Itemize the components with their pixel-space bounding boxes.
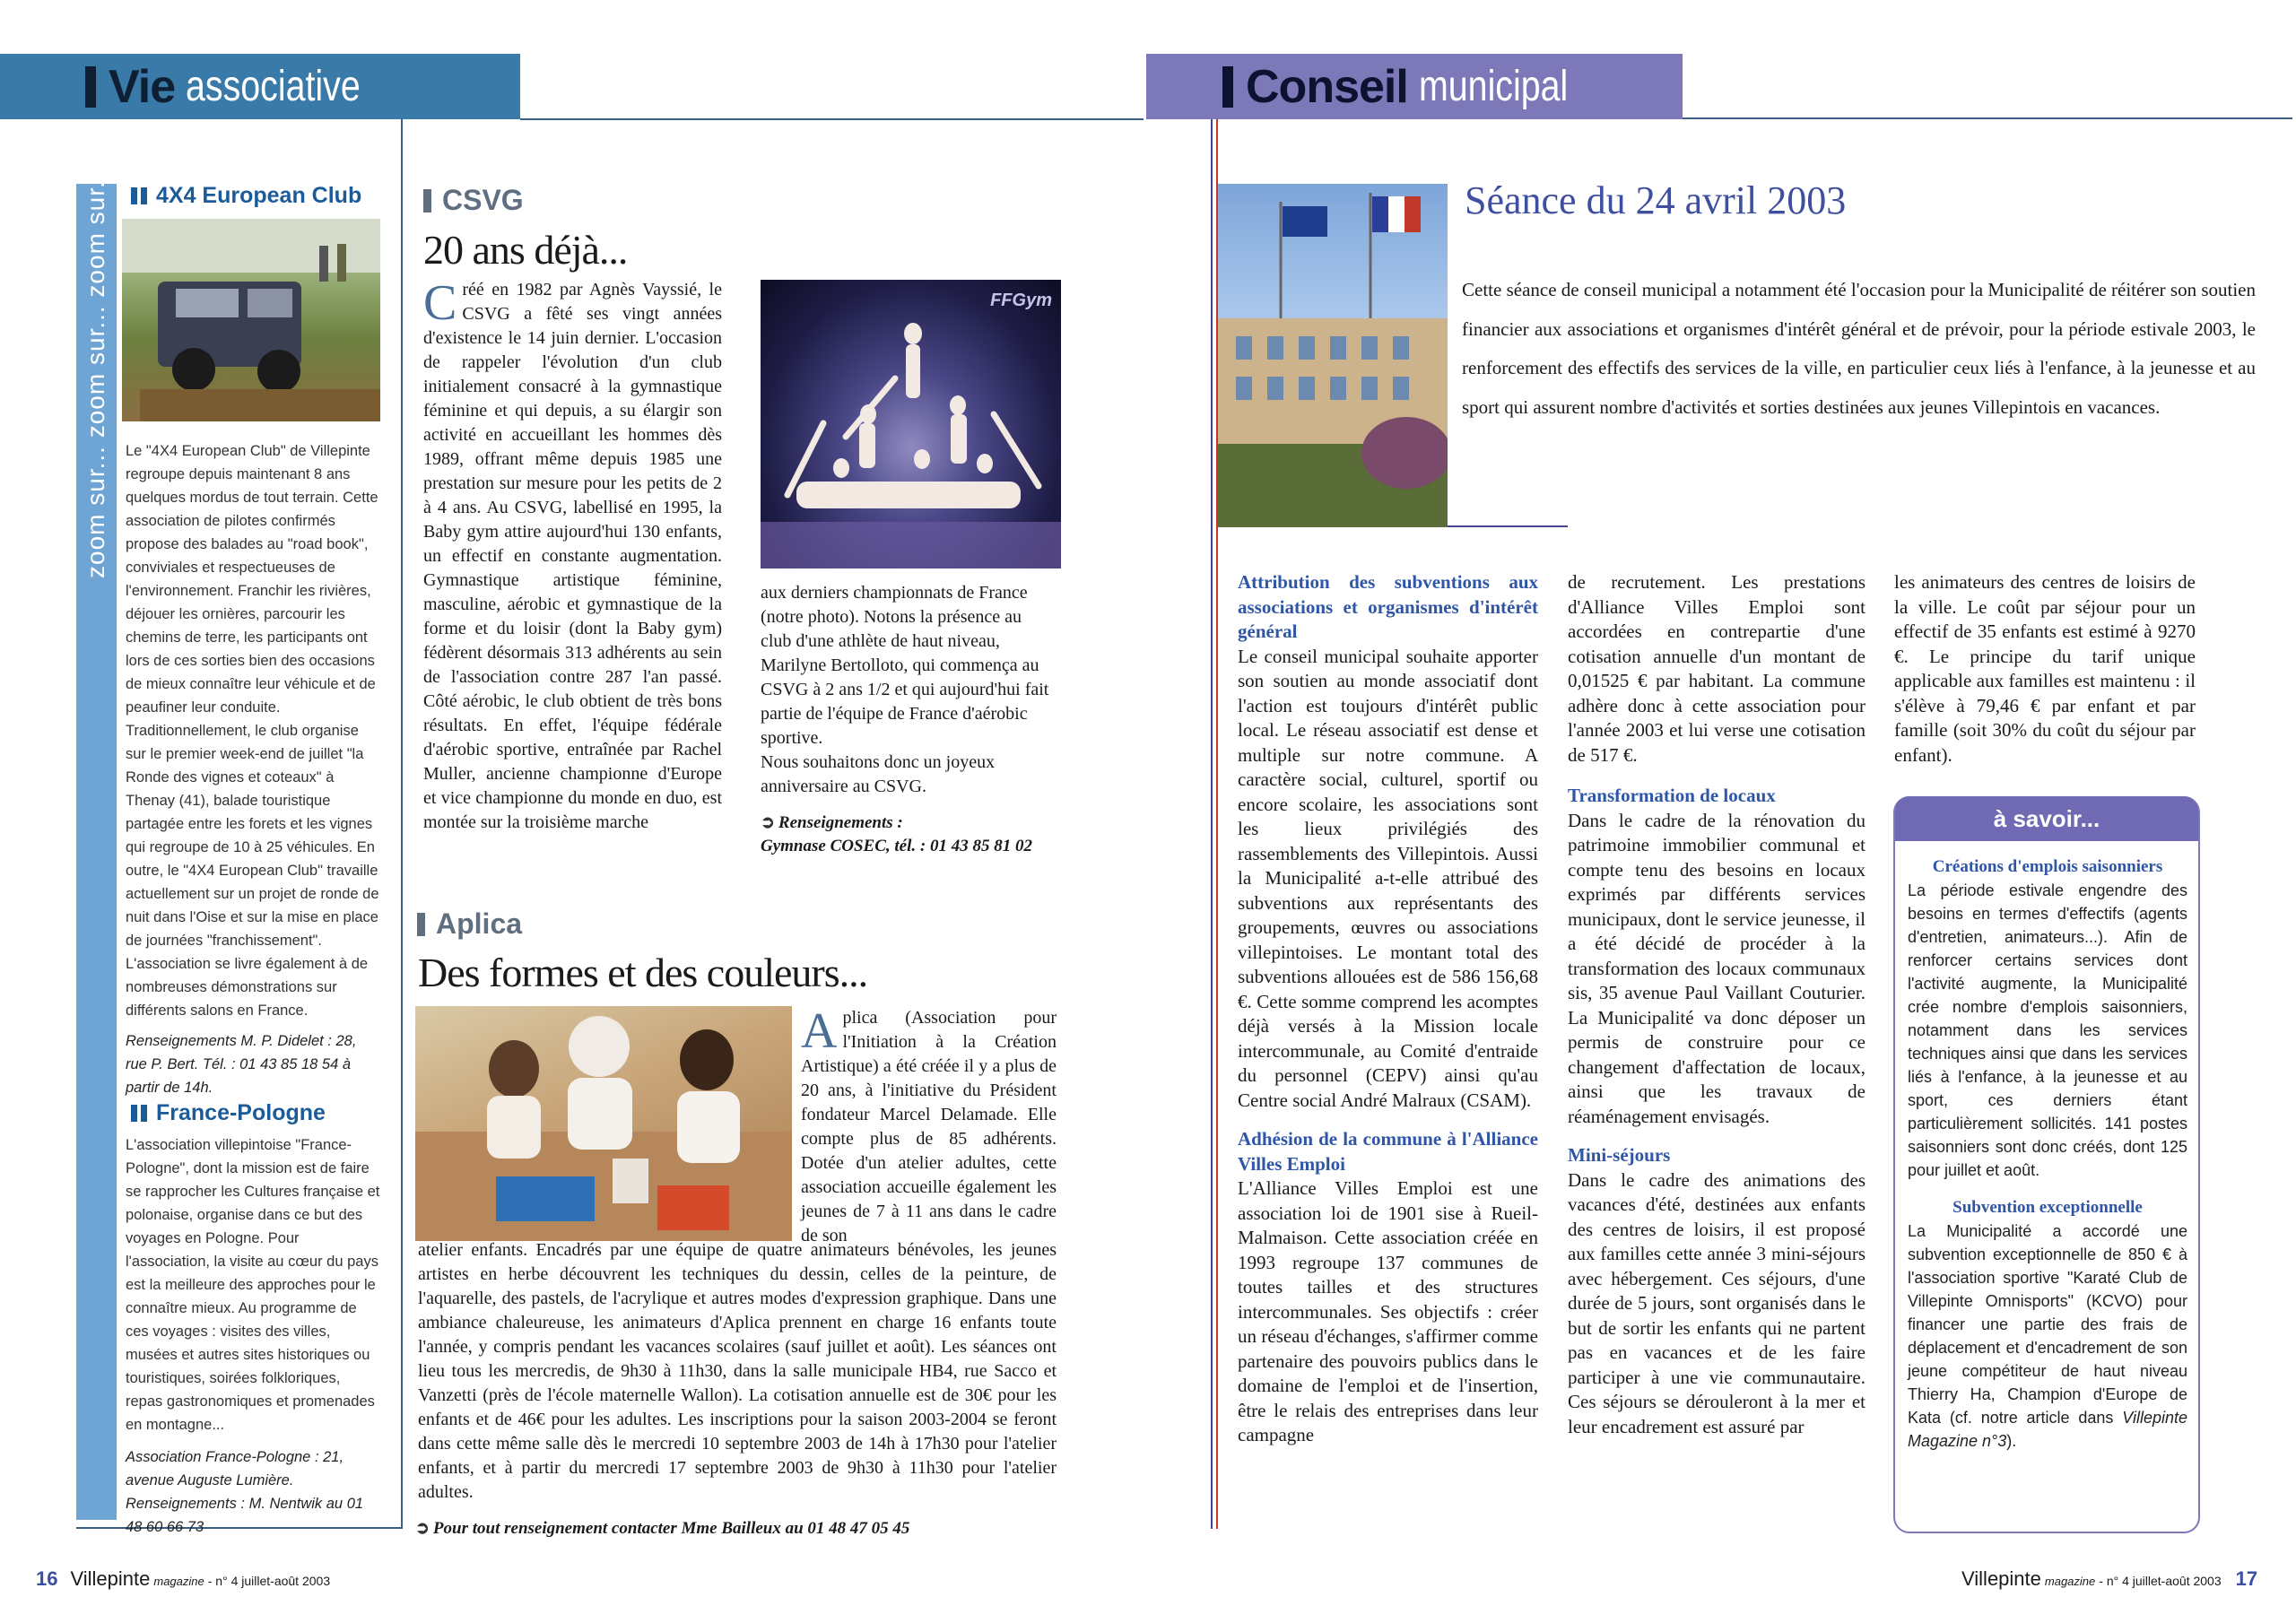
seasonal-jobs-heading: Créations d'emplois saisonniers	[1932, 857, 2163, 876]
magazine-label: magazine	[153, 1575, 204, 1588]
council-col-1	[1238, 570, 1538, 1448]
seasonal-jobs-text: La période estivale engendre des besoins en termes d'effectifs (agents d'entretien, animateurs...). Afin de renforcer certains services dont l'activité augmente, la Municipalité crée nombre d'emplois saisonniers, notamment dans les services techniques ainsi que dans les services liés à l'enfance, à la jeunesse et au sport, ces derniers étant particulièrement sollicités. 141 postes saisonniers sont donc créés, dont 125 pour juillet et août.	[1908, 881, 2187, 1179]
header-rule	[520, 118, 1144, 120]
council-col-2	[1568, 570, 1866, 1439]
exceptional-grant-heading: Subvention exceptionnelle	[1952, 1198, 2143, 1217]
club-info: Renseignements M. P. Didelet : 28, rue P. Bert. Tél. : 01 43 85 18 54 à partir de 14h.	[126, 1033, 357, 1096]
issue-info: - n° 4 juillet-août 2003	[2099, 1574, 2222, 1588]
banner-bar	[1222, 66, 1233, 108]
aplica-section-title: Aplica	[417, 907, 522, 941]
a-savoir-header: à savoir...	[1895, 796, 2198, 841]
magazine-label: magazine	[2044, 1575, 2096, 1588]
premises-heading: Transformation de locaux	[1568, 785, 1776, 806]
pologne-text: L'association villepintoise "France-Pologne", dont la mission est de faire se rapprocher les Cultures française et polonaise, organise dans ce but des voyages en Pologne. Pour l'association, la visite au cœur du pays est la meilleure des approches pour le connaître mieux. Au programme de ces voyages : visites des villes, musées et autres sites historiques ou touristiques, soirées folkloriques, repas gastronomiques et promenades en montagne...	[126, 1137, 380, 1433]
left-section-banner	[0, 54, 520, 119]
sidebar-divider	[401, 119, 403, 1529]
club-article	[126, 439, 381, 1099]
magazine-name: Villepinte	[70, 1567, 151, 1590]
alliance-text: L'Alliance Villes Emploi est une association loi de 1901 sise à Rueil-Malmaison. Cette association créée en 1993 regroupe 137 communes de toutes tailles et des structures intercommunales. Ses objectifs : créer un réseau d'échanges, s'affirmer comme partenaire des pouvoirs publics dans le domaine de l'emploi et de l'insertion, être le relais des entreprises dans leur campagne	[1238, 1177, 1538, 1445]
csvg-text-left: Créé en 1982 par Agnès Vayssié, le CSVG a fêté ses vingt années d'existence le 14 juin dernier. L'occasion de rappeler l'évolution d'un club initialement consacré à la gymnastique féminine et qui depuis, a su élargir son activité en accueillant les hommes dès 1989, offrant même depuis 1985 une prestation sur mesure pour les petits de 2 à 4 ans. Au CSVG, labellisé en 1995, la Baby gym attire aujourd'hui 130 enfants, un effectif en constante augmentation. Gymnastique artistique féminine, masculine, aérobic et gymnastique de la forme et du loisir (dont la Baby gym) fédèrent désormais 313 adhérents au sein de l'association contre 287 l'an passé. Côté aérobic, le club obtient de très bons résultats. En effet, l'équipe fédérale d'aérobic sportive, entraînée par Rachel Muller, ancienne championne d'Europe et vice championne du monde en duo, est montée sur la troisième marche	[423, 275, 722, 832]
aplica-contact: ➲ Pour tout renseignement contacter Mme Bailleux au 01 48 47 05 45	[415, 1519, 910, 1538]
zoom-label: zoom sur... zoom sur... zoom sur...	[82, 164, 109, 578]
banner-strong-word: Vie	[109, 60, 176, 113]
mini-stays-text: Dans le cadre des animations des vacances d'été, destinées aux enfants des centres de loisirs, il est proposé aux familles cette année 3 mini-séjours avec hébergement. Ces séjours, d'une durée de 5 jours, sont organisés dans le but de sortir les enfants qui ne partent pas en vacances et de les faire participer à une vie communautaire. Ces séjours se dérouleront à la mer et leur encadrement est assuré par	[1568, 1168, 1866, 1437]
aplica-text-top: Aplica (Association pour l'Initiation à la Création Artistique) a été créée il y a plus de 20 ans, à l'initiative du Président fondateur Marcel Delamade. Elle compte plus de 85 adhérents. Dotée d'un atelier adultes, cette association accueille également les jeunes de 7 à 11 ans dans le cadre de son	[801, 1003, 1057, 1245]
a-savoir-body	[1908, 855, 2187, 1453]
gym-photo	[761, 280, 1061, 568]
header-rule-right	[1683, 117, 2292, 119]
art-class-photo	[415, 1006, 792, 1241]
alliance-heading: Adhésion de la commune à l'Alliance Villes Emploi	[1238, 1128, 1538, 1175]
footer-left	[36, 1567, 330, 1591]
club-block	[126, 184, 381, 207]
exceptional-grant-text: La Municipalité a accordé une subvention exceptionnelle de 850 € à l'association sportive "Karaté Club de Villepinte Omnisports" (KCVO) pour financer une partie des frais de déplacement et d'encadrement de son jeune compétiteur de haut niveau Thierry Ha, Champion d'Europe de Kata (cf. notre article dans Villepinte Magazine n°3).	[1908, 1222, 2187, 1450]
banner-bar	[85, 66, 96, 108]
4x4-photo	[122, 219, 380, 421]
csvg-info-label: ➲ Renseignements :	[761, 813, 903, 832]
right-section-banner	[1146, 54, 1683, 119]
alliance-text-continued: de recrutement. Les prestations d'Alliance Villes Emploi sont accordées en contrepartie d'une cotisation annuelle d'un montant de 0,01525 € par habitant. La commune adhère donc à cette association pour l'année 2003 et lui verse une cotisation de 517 €.	[1568, 571, 1866, 766]
magazine-name: Villepinte	[1961, 1567, 2041, 1590]
banner-light-word: municipal	[1418, 63, 1569, 110]
council-col-3: les animateurs des centres de loisirs de la ville. Le coût par séjour pour un effectif de 35 enfants est estimé à 9270 €. Le principe du tarif unique applicable aux familles est maintenu : il s'élève à 79,46 € par enfant et par famille (soit 30% du coût du séjour par enfant).	[1894, 571, 2196, 766]
csvg-headline: 20 ans déjà...	[423, 227, 628, 273]
page-number-left: 16	[36, 1567, 58, 1590]
aplica-dropcap: A	[801, 1003, 838, 1059]
gym-photo-label: FFGym	[990, 291, 1052, 310]
csvg-info-phone: Gymnase COSEC, tél. : 01 43 85 81 02	[761, 837, 1032, 855]
mini-stays-heading: Mini-séjours	[1568, 1144, 1671, 1166]
pologne-title: France-Pologne	[126, 1101, 381, 1124]
csvg-info	[761, 812, 1065, 858]
footer-right	[1958, 1567, 2257, 1591]
club-title: 4X4 European Club	[126, 184, 381, 207]
premises-text: Dans le cadre de la rénovation du patrimoine immobilier communal et compte tenu des besoins en locaux exprimés par différents services municipaux, dont le service jeunesse, il a été décidé de procéder à la transformation des locaux communaux sis, 35 avenue Paul Vaillant Couturier. La Municipalité va donc déposer un permis de construire pour ce changement d'affectation de locaux, ainsi que les travaux de réaménagement envisagés.	[1568, 809, 1866, 1127]
aplica-text-bottom: atelier enfants. Encadrés par une équipe de quatre animateurs bénévoles, les jeunes artistes en herbe découvrent les techniques du dessin, celles de la peinture, de l'aquarelle, des pastels, de l'acrylique et autres modes d'expression graphique. Dans une ambiance chaleureuse, les animateurs d'Aplica prennent en charge 16 enfants toute l'année, y compris pendant les vacances scolaires (sauf juillet et août). Les séances ont lieu tous les mercredis, de 9h30 à 11h30, dans la salle municipale HB4, rue Sacco et Vanzetti (près de l'école maternelle Wallon). La cotisation annuelle est de 30€ pour les enfants et de 46€ pour les adultes. Les inscriptions pour la saison 2003-2004 se feront dans cette même salle dès le mercredi 10 septembre 2003 de 14h à 17h30 pour l'atelier enfants, et à partir du mercredi 17 septembre 2003 de 9h30 à 11h30 pour l'atelier adultes.	[418, 1240, 1057, 1502]
session-intro: Cette séance de conseil municipal a notamment été l'occasion pour la Municipalité de réitérer son soutien financier aux associations et organismes d'intérêt général et de prévoir, pour la période estivale 2003, le renforcement des effectifs des services de la ville, en particulier ceux liés à l'enfance, à la jeunesse et au sport qui assurent nombre d'activités et sorties destinées aux jeunes Villepintois en vacances.	[1462, 279, 2256, 418]
subsidies-text: Le conseil municipal souhaite apporter son soutien au monde associatif dont l'action est toujours d'intérêt public local. Le réseau associatif est dense et multiple sur notre commune. A caractère social, culturel, sportif ou encore scolaire, les associations sont les lieux privilégiés des rassemblements des Villepintois. Aussi la Municipalité a-t-elle attribué des subventions aux représentants des groupements, œuvres ou associations villepintoises. Le montant total des subventions allouées est de 586 156,68 €. Cette somme comprend les acomptes déjà versés à la Mission locale intercommunale, au Comité d'entraide du personnel (CEPV) ainsi qu'au Centre social André Malraux (CSAM).	[1238, 645, 1538, 1111]
club-text: Le "4X4 European Club" de Villepinte regroupe depuis maintenant 8 ans quelques mordus de tout terrain. Cette association de pilotes confirmés propose des balades au "road book", conviviales et respectueuses de l'environnement. Franchir les rivières, déjouer les ornières, parcourir les chemins de terre, les participants ont lors de ces sorties bien des occasions de mieux connaître leur véhicule et de peaufiner leur conduite. Traditionnellement, le club organise sur le premier week-end de juillet "la Ronde des vignes et coteaux" à Thenay (41), balade touristique partagée entre les forets et les vignes qui regroupe de 10 à 25 véhicules. En outre, le "4X4 European Club" travaille actuellement sur un projet de ronde de nuit dans l'Oise et sur la mise en place de journées "franchissement". L'association se livre également à de nombreuses démonstrations sur différents salons en France.	[126, 443, 379, 1019]
page-divider	[1211, 119, 1213, 1529]
issue-info: - n° 4 juillet-août 2003	[207, 1574, 331, 1588]
pologne-info: Association France-Pologne : 21, avenue Auguste Lumière. Renseignements : M. Nentwik au 01 48 60 66 73	[126, 1449, 364, 1535]
town-hall-photo	[1218, 184, 1448, 527]
session-title: Séance du 24 avril 2003	[1465, 178, 1847, 222]
page-number-right: 17	[2235, 1567, 2258, 1590]
csvg-text-right: aux derniers championnats de France (notre photo). Notons la présence au club d'une athlète de haut niveau, Marilyne Bertolloto, qui commença au CSVG à 2 ans 1/2 et qui aujourd'hui fait partie de l'équipe de France d'aérobic sportive. Nous souhaitons donc un joyeux anniversaire au CSVG.	[761, 583, 1049, 796]
banner-strong-word: Conseil	[1246, 60, 1408, 113]
pologne-block	[126, 1101, 381, 1539]
banner-light-word: associative	[186, 63, 361, 110]
subsidies-heading: Attribution des subventions aux associations et organismes d'intérêt général	[1238, 571, 1538, 642]
csvg-section-title: CSVG	[423, 184, 524, 217]
csvg-dropcap: C	[423, 275, 457, 331]
aplica-headline: Des formes et des couleurs...	[418, 950, 868, 995]
